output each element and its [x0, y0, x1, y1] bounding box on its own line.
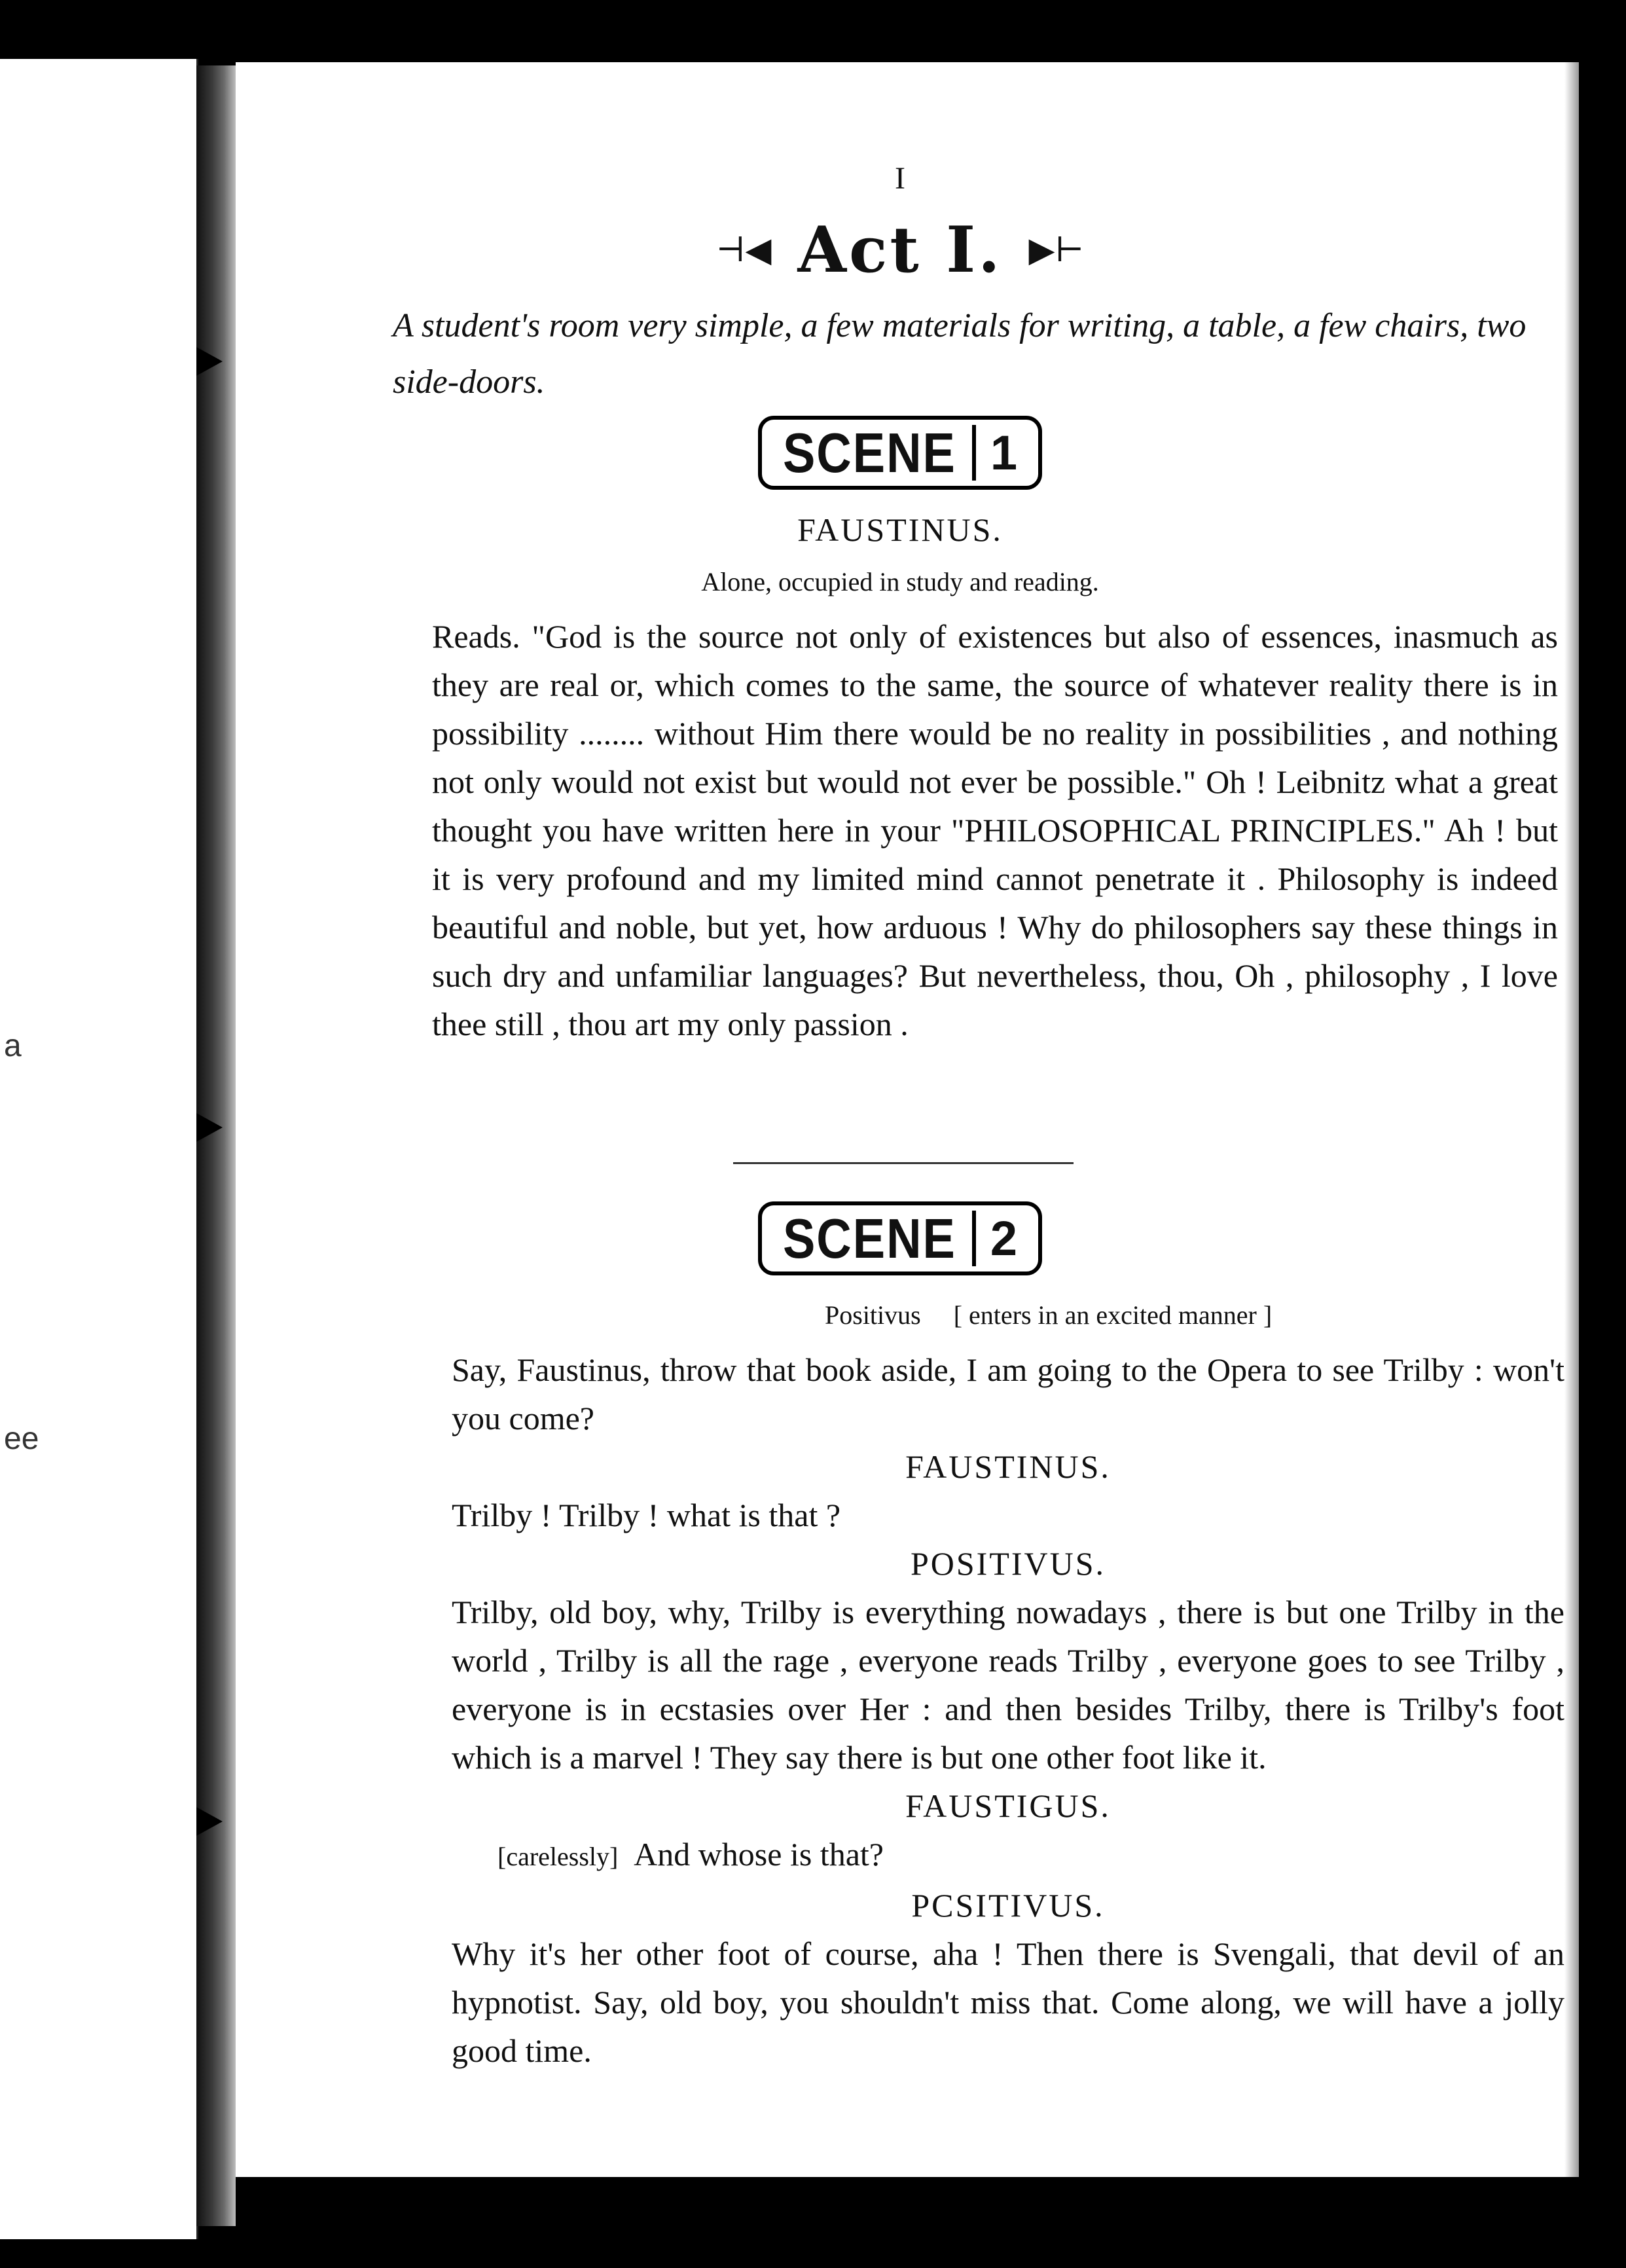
scene-plate: [758, 1201, 1042, 1275]
ornament-right-icon: ▶⊢: [1028, 231, 1085, 269]
scene-1-text: Reads. "God is the source not only of existences but also of essences, inasmuch as they are real or, which comes to the same, the source of whatever reality there is in possibility ........ without Him there would be no reality in possibilities , and nothing not only would not exist but would not ever be possible." Oh ! Leibnitz what a great thought you have written here in your "PHILOSOPHICAL PRINCIPLES." Ah ! but it is very profound and my limited mind cannot penetrate it . Philosophy is indeed beautiful and noble, but yet, how arduous ! Why do philosophers say these things in such dry and unfamiliar languages? But nevertheless, thou, Oh , philosophy , I love thee still , thou art my only passion .: [432, 618, 1558, 1042]
speaker-name: FAUSTIGUS.: [905, 1787, 1111, 1824]
act-title: Act I.: [797, 213, 1003, 287]
scene-1-heading: [236, 416, 1564, 490]
dialogue-line: [452, 1830, 1564, 1881]
scene-number: 2: [972, 1211, 1017, 1266]
facing-page: [0, 59, 198, 2239]
speaker-name: POSITIVUS.: [910, 1545, 1106, 1582]
facing-page-fragment: a: [4, 1029, 22, 1063]
speaker-name: FAUSTINUS.: [905, 1448, 1111, 1485]
facing-page-fragment: ee: [4, 1421, 39, 1456]
scene-label: SCENE: [782, 1207, 956, 1270]
dialogue-line: Trilby, old boy, why, Trilby is everything nowadays , there is but one Trilby in the world , Trilby is all the rage , everyone reads Trilby , everyone goes to see Trilby , everyone is in ecstasies over Her : and then besides Trilby, there is Trilby's foot which is a marvel ! They say there is but one other foot like it.: [452, 1594, 1564, 1776]
scene-2-dialogue: [452, 1345, 1564, 2075]
dialogue-line: Say, Faustinus, throw that book aside, I am going to the Opera to see Trilby : won't you come?: [452, 1351, 1564, 1436]
binding-gutter: [196, 65, 236, 2226]
page-edge: [1564, 62, 1579, 2177]
direction-text: [ enters in an excited manner ]: [953, 1300, 1273, 1330]
dialogue-line: Trilby ! Trilby ! what is that ?: [452, 1497, 841, 1533]
document-page: [236, 62, 1564, 2177]
binding-mark: [196, 1807, 223, 1836]
stage-direction: [825, 1300, 1545, 1330]
scene-plate: [758, 416, 1042, 490]
section-divider: [733, 1162, 1074, 1164]
inline-direction: [carelessly]: [497, 1842, 619, 1871]
scene-number: 1: [972, 425, 1017, 481]
binding-mark: [196, 347, 223, 376]
stage-direction: Alone, occupied in study and reading.: [701, 567, 1099, 596]
dialogue-text: And whose is that?: [634, 1836, 884, 1873]
speaker-name: FAUSTINUS.: [797, 511, 1003, 548]
ornament-left-icon: ⊣◀: [715, 231, 772, 269]
direction-speaker: Positivus: [825, 1300, 921, 1330]
binding-mark: [196, 1113, 223, 1142]
act-heading: [236, 213, 1564, 287]
scene-label: SCENE: [782, 421, 956, 485]
dialogue-line: Why it's her other foot of course, aha ! Then there is Svengali, that devil of an hypnotist. Say, old boy, you shouldn't miss that. Come along, we will have a jolly good time.: [452, 1935, 1564, 2069]
speaker-name: PCSITIVUS.: [911, 1887, 1105, 1924]
page-number: I: [895, 161, 905, 196]
stage-setting: A student's room very simple, a few materials for writing, a table, a few chairs, two side-doors.: [393, 307, 1527, 401]
scene-2-heading: [236, 1201, 1564, 1275]
